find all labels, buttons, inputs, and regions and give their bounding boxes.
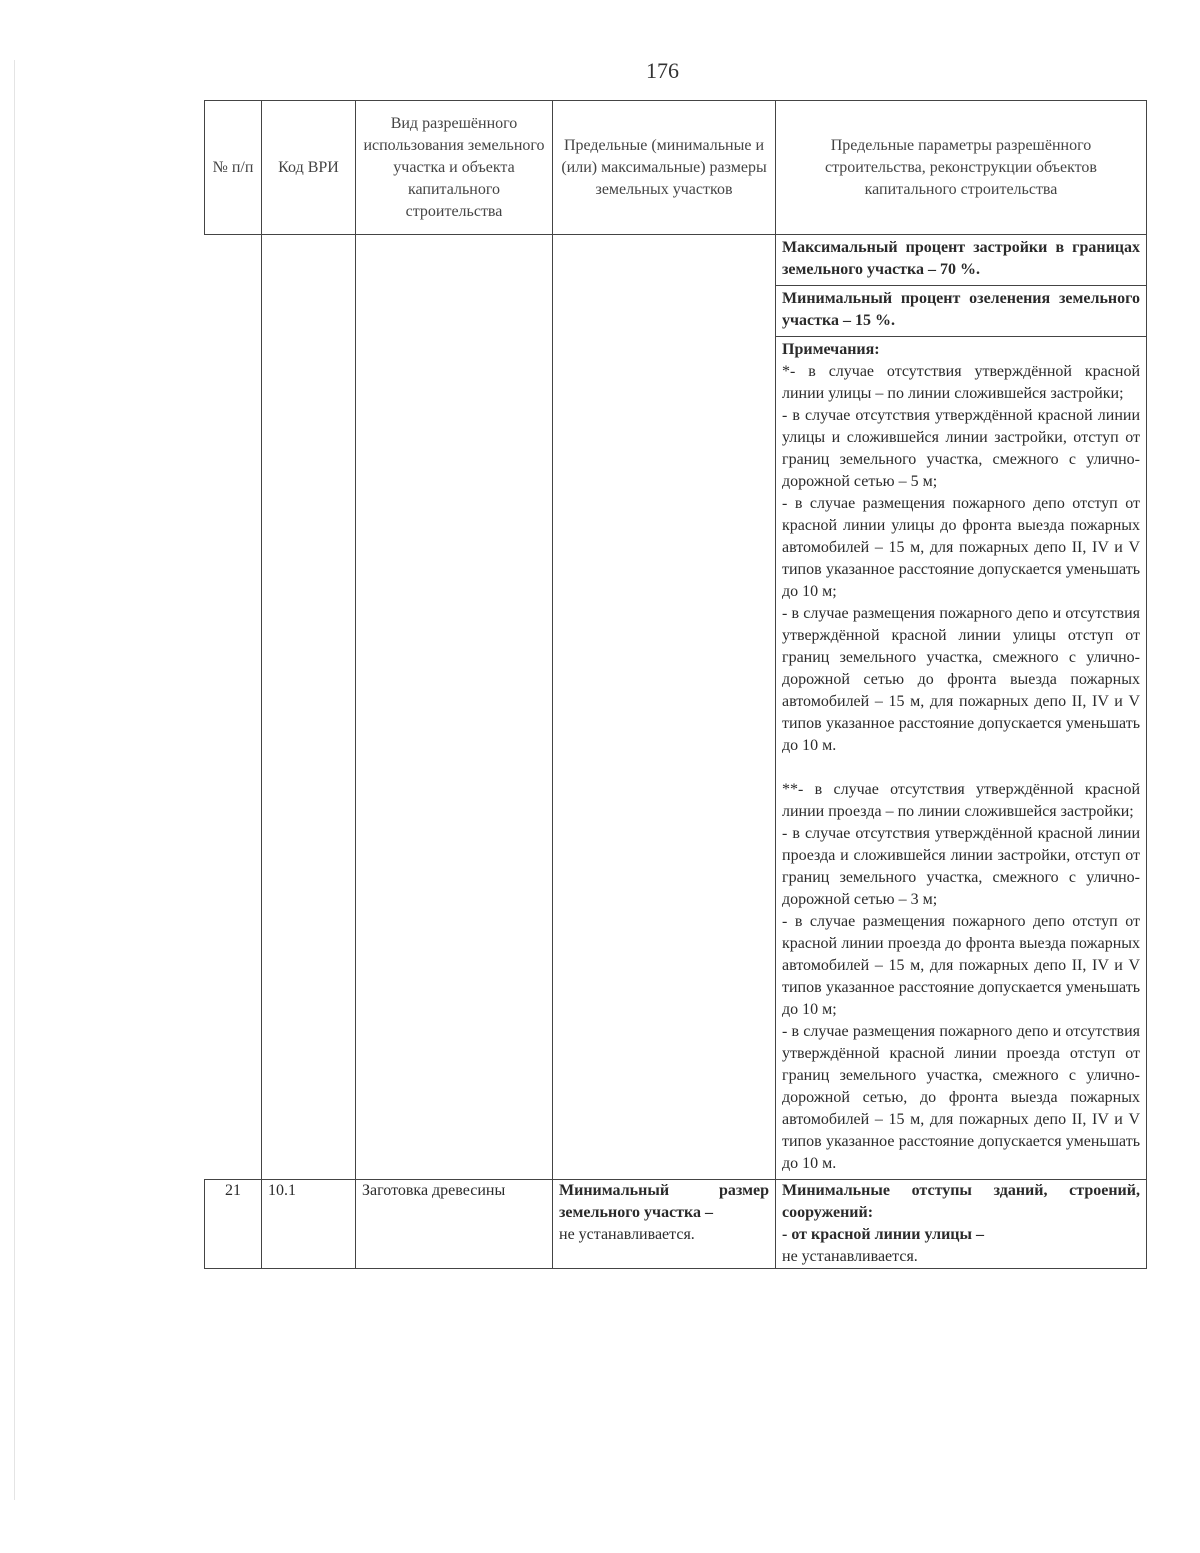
- cell-empty-num: [205, 235, 262, 1180]
- row-size-bold: Минимальный размер земельного участка –: [559, 1182, 769, 1221]
- note-item: - в случае размещения пожарного депо отступ от красной линии улицы до фронта выезда пожарных автомобилей – 15 м, для пожарных депо II, IV и V типов указанное расстояние допускается уменьшать до 10 м;: [782, 495, 1140, 600]
- table-header-row: [205, 101, 1147, 235]
- note-item: - в случае размещения пожарного депо отступ от красной линии проезда до фронта выезда пожарных автомобилей – 15 м, для пожарных депо II, IV и V типов указанное расстояние допускается уменьшать до 10 м;: [782, 913, 1140, 1018]
- zoning-table: [204, 100, 1147, 1269]
- row-params-rest: не устанавливается.: [782, 1248, 918, 1265]
- row-use: Заготовка древесины: [356, 1180, 553, 1269]
- cell-empty-code: [262, 235, 356, 1180]
- scan-margin-line: [14, 60, 15, 1500]
- header-code: Код ВРИ: [262, 101, 356, 235]
- note-gap: [782, 757, 1140, 779]
- note-item: *- в случае отсутствия утверждённой красной линии улицы – по линии сложившейся застройки;: [782, 363, 1140, 402]
- page-number: 176: [646, 58, 679, 83]
- note-item: **- в случае отсутствия утверждённой красной линии проезда – по линии сложившейся застройки;: [782, 781, 1140, 820]
- header-num: № п/п: [205, 101, 262, 235]
- row-size: [553, 1180, 776, 1269]
- row-num: 21: [205, 1180, 262, 1269]
- cell-empty-use: [356, 235, 553, 1180]
- row-params-bold1: Минимальные отступы зданий, строений, сооружений:: [782, 1182, 1140, 1221]
- header-params: Предельные параметры разрешённого строительства, реконструкции объектов капитального строительства: [776, 101, 1147, 235]
- table-row-21: [205, 1180, 1147, 1269]
- row-params-bold2: - от красной линии улицы –: [782, 1226, 984, 1243]
- note-item: - в случае размещения пожарного депо и отсутствия утверждённой красной линии улицы отступ от границ земельного участка, смежного с улично-дорожной сетью до фронта выезда пожарных автомобилей – 15 м, для пожарных депо II, IV и V типов указанное расстояние допускается уменьшать до 10 м.: [782, 605, 1140, 754]
- note-item: - в случае отсутствия утверждённой красной линии улицы и сложившейся линии застройки, отступ от границ земельного участка, смежного с улично-дорожной сетью – 5 м;: [782, 407, 1140, 490]
- cell-empty-size: [553, 235, 776, 1180]
- row-code: 10.1: [262, 1180, 356, 1269]
- notes-block: [776, 337, 1146, 1179]
- row-params: [776, 1180, 1147, 1269]
- row-size-rest: не устанавливается.: [559, 1226, 695, 1243]
- max-build-percent: Максимальный процент застройки в границах земельного участка – 70 %.: [776, 235, 1146, 286]
- header-size: Предельные (минимальные и (или) максимальные) размеры земельных участков: [553, 101, 776, 235]
- note-item: - в случае отсутствия утверждённой красной линии проезда и сложившейся линии застройки, отступ от границ земельного участка, смежного с улично-дорожной сетью – 3 м;: [782, 825, 1140, 908]
- cell-params-continuation: [776, 235, 1147, 1180]
- note-item: - в случае размещения пожарного депо и отсутствия утверждённой красной линии проезда отступ от границ земельного участка, смежного с улично-дорожной сетью, до фронта выезда пожарных автомобилей – 15 м, для пожарных депо II, IV и V типов указанное расстояние допускается уменьшать до 10 м.: [782, 1023, 1140, 1172]
- table-row-continuation: [205, 235, 1147, 1180]
- notes-title: Примечания:: [782, 341, 880, 358]
- min-green-percent: Минимальный процент озеленения земельного участка – 15 %.: [776, 286, 1146, 337]
- header-use: Вид разрешённого использования земельного участка и объекта капитального строительства: [356, 101, 553, 235]
